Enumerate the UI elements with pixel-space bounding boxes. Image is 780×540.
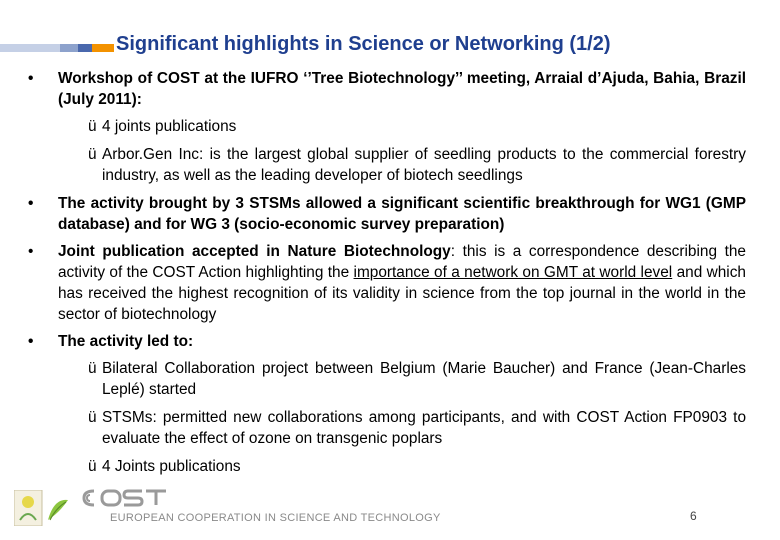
sub-item: ü Arbor.Gen Inc: is the largest global supplier of seedling products to the commercial forestry industry, as well as the leading developer of biotech seedlings xyxy=(88,146,746,184)
check-icon: ü xyxy=(88,146,97,163)
bullet-stsms xyxy=(28,193,746,235)
slide-content xyxy=(28,68,746,484)
title-accent-bar xyxy=(0,44,114,52)
bullet-glyph: • xyxy=(28,70,34,87)
check-icon: ü xyxy=(88,409,97,426)
bullet-lead: Joint publication accepted in Nature Biotechnology xyxy=(58,243,451,260)
page-number: 6 xyxy=(690,509,697,523)
slide-title: Significant highlights in Science or Networking (1/2) xyxy=(116,33,611,55)
bullet-workshop xyxy=(28,68,746,110)
bullet-text: The activity brought by 3 STSMs allowed a significant scientific breakthrough for WG1 (GMP database) and for WG 3 (socio-economic survey preparation) xyxy=(58,195,746,233)
bullet-text: The activity led to: xyxy=(58,333,194,350)
sub-item: ü Bilateral Collaboration project between Belgium (Marie Baucher) and France (Jean-Charles Leplé) started xyxy=(88,360,746,398)
plant-logo xyxy=(14,490,74,526)
check-icon: ü xyxy=(88,458,97,475)
bullet-text: Workshop of COST at the IUFRO ‘’Tree Biotechnology’’ meeting, Arraial d’Ajuda, Bahia, Brazil (July 2011): xyxy=(58,70,746,108)
bullet-publication: • Joint publication accepted in Nature Biotechnology: this is a correspondence describing the activity of the COST Action highlighting the importance of a network on GMT at world level and which has received the highest recognition of its validity in science from the top journal in the world in the sector of biotechnology xyxy=(28,243,746,323)
sub-item: ü 4 joints publications xyxy=(88,118,237,135)
sub-item: ü STSMs: permitted new collaborations among participants, and with COST Action FP0903 to evaluate the effect of ozone on transgenic poplars xyxy=(88,409,746,447)
bullet-activity xyxy=(28,331,746,352)
check-icon: ü xyxy=(88,360,97,377)
cost-logo-icon xyxy=(82,487,192,509)
bullet-glyph: • xyxy=(28,243,34,260)
cost-tagline: EUROPEAN COOPERATION IN SCIENCE AND TECHNOLOGY xyxy=(110,512,441,524)
bullet-glyph: • xyxy=(28,333,34,350)
sub-item: ü 4 Joints publications xyxy=(88,458,241,475)
check-icon: ü xyxy=(88,118,97,135)
bullet-glyph: • xyxy=(28,195,34,212)
underlined-phrase: importance of a network on GMT at world level xyxy=(353,264,673,281)
